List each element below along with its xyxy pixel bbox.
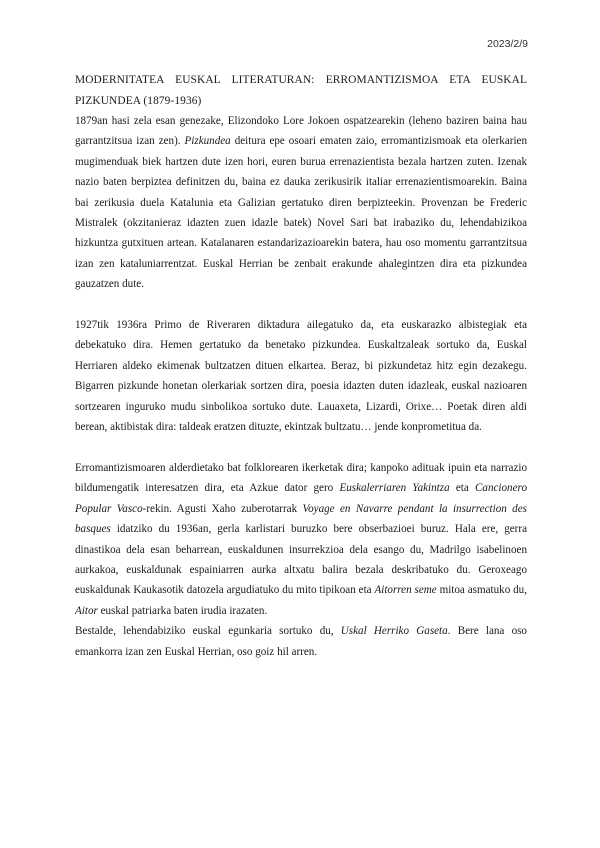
paragraph-3-text-a: Erromantizismoaren alderdietako bat folklorearen ikerketak dira; kanpoko adituak ipuin eta narrazio bildumengatik interesatzen dira, eta Azkue dator gero xyxy=(75,461,527,495)
paragraph-2: 1927tik 1936ra Primo de Riveraren diktadura ailegatuko da, eta euskarazko albistegiak eta debekatuko dira. Hemen gertatuko da benetako pizkundea. Euskaltzaleak sortuko da, Euskal Herriaren aldeko ekimenak bultzatzen dituen elkartea. Beraz, bi pizkundetaz hitz egin dezakegu. Bigarren pizkunde honetan olerkariak sortzen dira, poesia idazten duten idazleak, euskal nazioaren sortzearen inguruko mudu sinbolikoa sortuko dute. Lauaxeta, Lizardi, Orixe… Poetak diren aldi berean, aktibistak dira: taldeak eratzen dituzte, ekintzak bultzatu… jende konprometitua da. xyxy=(75,319,527,434)
paragraph-1 xyxy=(75,111,527,295)
term-aitor: Aitor xyxy=(75,604,98,617)
paragraph-1-text-a: 1879an hasi zela esan genezake, Elizondoko Lore Jokoen ospatzearekin (leheno baziren baina hau garrantzitsua izan zen). xyxy=(75,115,527,148)
title-voyage-en-navarre: Voyage en Navarre pendant la insurrection des basques xyxy=(75,502,527,536)
document-title: MODERNITATEA EUSKAL LITERATURAN: ERROMANTIZISMOA ETA EUSKAL PIZKUNDEA (1879-1936) xyxy=(75,74,527,107)
paragraph-gap xyxy=(75,437,527,457)
document-date: 2023/2/9 xyxy=(487,38,528,50)
document-body xyxy=(75,70,527,662)
term-aitorren-seme: Aitorren seme xyxy=(374,584,437,597)
title-euskalerriaren-yakintza: Euskalerriaren Yakintza xyxy=(339,482,450,495)
paragraph-4-text-a: Bestalde, lehendabiziko euskal egunkaria sortuko du, xyxy=(75,625,341,638)
paragraph-4-text-c: . Bere lana oso emankorra izan zen Euskal Herrian, oso goiz hil arren. xyxy=(75,625,527,658)
title-cancionero-popular-vasco: Cancionero Popular Vasco xyxy=(75,482,527,515)
paragraph-4 xyxy=(75,621,527,662)
term-pizkundea: Pizkundea xyxy=(184,135,231,148)
paragraph-3 xyxy=(75,458,527,621)
paragraph-gap xyxy=(75,295,527,315)
paragraph-3-text-i: mitoa asmatuko du, xyxy=(436,584,527,597)
paragraph-3-text-g: idatziko du 1936an, gerla karlistari buruzko bere obserbazioei buruz. Hala ere, gerra dinastikoa dela esan beharrean, euskaldunen insurrekzioa dela esango du, Madrilgo isabelinoen aurkakoa, euskaldunak espainiarren aurka altxatu balira bezala deskribatuko du. Geroxeago euskaldunak Kaukasotik datozela argudiatuko du mito tipikoan eta xyxy=(75,523,527,597)
paragraph-1-text-c: deitura epe osoari ematen zaio, erromantizismoak eta olerkarien mugimenduak biek hartzen dute izen hori, euren burua errenazientista bezala hartzen zuten. Izenak nazio baten berpiztea definitzen du, baina ez dauka zerikusirik italiar errenazientismoarekin. Baina bai zerikusia duela Katalunia eta Galizian gertatuko diren berpizteekin. Provenzan be Frederic Mistralek (okzitanieraz idazten zuen idazle batek) Novel Sari bat irabaziko du, lehendabizikoa hizkuntza gutxituen artean. Katalanaren estandarizazioarekin batera, hau oso momentu garrantzitsua izan zen kataluniarrentzat. Euskal Herrian be zenbait erakunde ahalegintzen dira eta pizkundea gauzatzen dute. xyxy=(75,135,527,291)
paragraph-3-text-c: eta xyxy=(449,482,476,495)
paragraph-3-text-k: euskal patriarka baten irudia irazaten. xyxy=(97,604,268,617)
title-uskal-herriko-gaseta: Uskal Herriko Gaseta xyxy=(340,625,448,638)
paragraph-3-text-e: -rekin. Agusti Xaho zuberotarrak xyxy=(142,502,303,515)
